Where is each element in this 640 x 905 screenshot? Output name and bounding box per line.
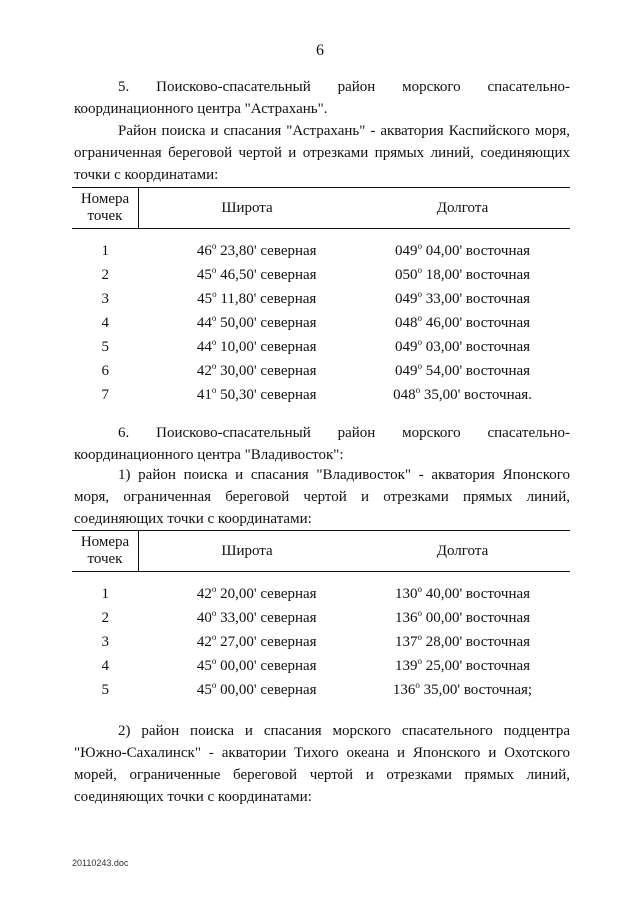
point-number: 1 [101,243,109,259]
point-number: 2 [101,267,109,283]
degree-mark: o [211,632,217,642]
text-line: Район поиска и спасания "Астрахань" - акватория Каспийского моря, [118,123,570,139]
text-line: точки с координатами: [74,167,219,183]
latitude-minutes: 20,00' северная [216,586,317,602]
degree-mark: o [417,656,422,666]
latitude-minutes: 11,80' северная [216,291,317,307]
text-line: 2) район поиска и спасания морского спасательного подцентра [118,723,570,739]
latitude-cell [139,335,356,359]
text-line: 1) район поиска и спасания "Владивосток" - акватория Японского [118,467,570,483]
longitude-minutes: 54,00' восточная [421,363,531,379]
longitude-degrees: 049 [394,339,418,355]
latitude-minutes: 00,00' северная [216,682,317,698]
longitude-degrees: 049 [394,363,418,379]
longitude-cell [355,630,570,654]
table-row [72,359,570,383]
longitude-minutes: 25,00' восточная [421,658,531,674]
longitude-cell [355,311,570,335]
table-header-row [72,188,570,229]
degree-mark: o [211,656,217,666]
longitude-degrees: 130 [394,586,418,602]
coordinates-table-astrakhan [72,187,570,407]
latitude-cell [139,678,356,702]
longitude-cell [355,678,570,702]
degree-mark: o [417,265,422,275]
latitude-degrees: 44 [196,315,212,331]
degree-mark: o [211,680,217,690]
longitude-minutes: 35,00' восточная; [419,682,533,698]
table-row [72,630,570,654]
latitude-minutes: 30,00' северная [216,363,317,379]
longitude-minutes: 35,00' восточная. [420,387,532,403]
latitude-cell [139,263,356,287]
latitude-cell [139,630,356,654]
degree-mark: o [417,289,422,299]
latitude-degrees: 41 [196,387,212,403]
longitude-degrees: 137 [394,634,418,650]
degree-mark: o [417,632,422,642]
latitude-cell [139,383,356,407]
coordinates-table-vladivostok [72,530,570,702]
longitude-cell [355,263,570,287]
document-filename: 20110243.doc [72,858,129,868]
header-point-number: Номера точек [72,188,139,229]
longitude-degrees: 136 [392,682,416,698]
longitude-cell [355,359,570,383]
text-line: соединяющих точки с координатами: [74,789,312,805]
table-body [72,229,570,408]
longitude-cell [355,654,570,678]
table-row [72,654,570,678]
degree-mark: o [211,385,217,395]
point-number: 3 [101,291,109,307]
degree-mark: o [417,361,422,371]
point-number: 5 [101,682,109,698]
degree-mark: o [211,337,217,347]
table-row [72,311,570,335]
longitude-minutes: 28,00' восточная [421,634,531,650]
section5-paragraph [74,120,570,186]
point-number: 2 [101,610,109,626]
section6-heading [74,422,570,466]
longitude-degrees: 049 [394,243,418,259]
latitude-degrees: 45 [196,267,212,283]
longitude-cell [355,606,570,630]
longitude-minutes: 04,00' восточная [421,243,531,259]
table-row [72,335,570,359]
latitude-cell [139,654,356,678]
text-line: морей, ограниченные береговой чертой и отрезками прямых линий, [74,767,570,783]
latitude-cell [139,287,356,311]
table-row [72,263,570,287]
longitude-degrees: 050 [394,267,418,283]
longitude-cell [355,383,570,407]
latitude-cell [139,311,356,335]
table-row [72,239,570,263]
degree-mark: o [417,337,422,347]
latitude-degrees: 46 [196,243,212,259]
longitude-degrees: 139 [394,658,418,674]
latitude-degrees: 44 [196,339,212,355]
table-header-row [72,531,570,572]
table-row [72,678,570,702]
latitude-cell [139,359,356,383]
degree-mark: o [415,680,420,690]
longitude-minutes: 18,00' восточная [421,267,531,283]
degree-mark: o [211,241,217,251]
longitude-minutes: 33,00' восточная [421,291,531,307]
table-row [72,582,570,606]
longitude-degrees: 049 [394,291,418,307]
degree-mark: o [211,608,217,618]
text-line: ограниченная береговой чертой и отрезками прямых линий, соединяющих [74,145,570,161]
point-number: 3 [101,634,109,650]
degree-mark: o [415,385,421,395]
longitude-cell [355,287,570,311]
section6-subparagraph-1 [74,464,570,530]
header-longitude: Долгота [355,531,570,572]
latitude-minutes: 10,00' северная [216,339,317,355]
section6-subparagraph-2 [74,720,570,808]
text-line: моря, ограниченная береговой чертой и отрезками прямых линий, [74,489,570,505]
latitude-cell [139,582,356,606]
latitude-minutes: 27,00' северная [216,634,317,650]
section5-heading [74,76,570,120]
degree-mark: o [417,584,422,594]
point-number: 4 [101,315,109,331]
latitude-minutes: 23,80' северная [216,243,317,259]
text-line: "Южно-Сахалинск" - акватории Тихого океана и Японского и Охотского [74,745,570,761]
point-number: 6 [101,363,109,379]
latitude-degrees: 45 [197,291,213,307]
header-point-number: Номера точек [72,531,139,572]
point-number: 4 [101,658,109,674]
latitude-degrees: 45 [196,658,212,674]
text-line: 6. Поисково-спасательный район морского спасательно- [118,425,570,441]
text-line: координационного центра "Владивосток": [74,447,344,463]
latitude-degrees: 45 [196,682,212,698]
degree-mark: o [417,313,422,323]
header-longitude: Долгота [355,188,570,229]
longitude-degrees: 048 [393,387,416,403]
longitude-cell [355,335,570,359]
longitude-degrees: 048 [394,315,418,331]
degree-mark: o [417,241,422,251]
header-latitude: Широта [139,531,356,572]
latitude-degrees: 40 [196,610,212,626]
point-number: 5 [101,339,109,355]
latitude-cell [139,606,356,630]
text-line: 5. Поисково-спасательный район морского спасательно- [118,79,570,95]
point-number: 7 [101,387,109,403]
longitude-cell [355,239,570,263]
longitude-minutes: 00,00' восточная [421,610,531,626]
table-row [72,383,570,407]
degree-mark: o [212,289,217,299]
table-body [72,572,570,703]
table-row [72,287,570,311]
latitude-degrees: 42 [196,634,212,650]
latitude-minutes: 33,00' северная [216,610,317,626]
longitude-minutes: 03,00' восточная [421,339,531,355]
latitude-minutes: 46,50' северная [216,267,317,283]
page-number: 6 [316,42,324,59]
latitude-minutes: 00,00' северная [216,658,317,674]
text-line: соединяющих точки с координатами: [74,511,312,527]
latitude-minutes: 50,00' северная [216,315,317,331]
degree-mark: o [211,265,217,275]
longitude-minutes: 46,00' восточная [421,315,531,331]
degree-mark: o [417,608,422,618]
text-line: координационного центра "Астрахань". [74,101,328,117]
latitude-degrees: 42 [196,586,212,602]
longitude-minutes: 40,00' восточная [421,586,531,602]
longitude-degrees: 136 [394,610,418,626]
longitude-cell [355,582,570,606]
point-number: 1 [101,586,109,602]
degree-mark: o [211,313,217,323]
latitude-minutes: 50,30' северная [216,387,317,403]
header-latitude: Широта [139,188,356,229]
latitude-cell [139,239,356,263]
table-row [72,606,570,630]
degree-mark: o [211,584,217,594]
latitude-degrees: 42 [196,363,212,379]
degree-mark: o [211,361,217,371]
